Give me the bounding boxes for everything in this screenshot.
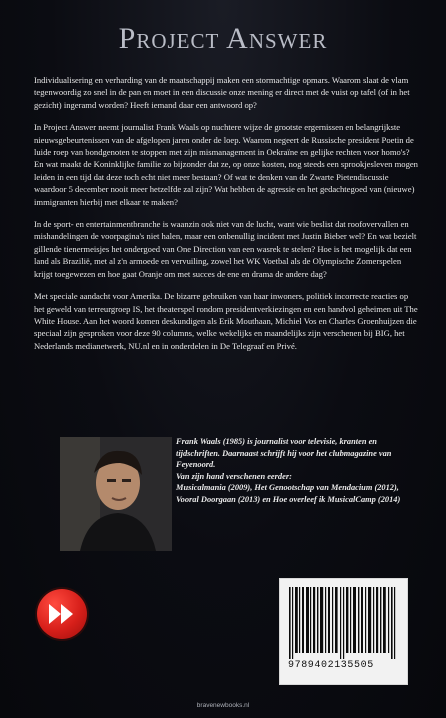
- author-portrait-icon: [60, 437, 172, 551]
- barcode: [279, 578, 408, 685]
- author-photo: [60, 437, 172, 551]
- author-bio-line: Musicalmania (2009), Het Genootschap van Mendacium (2012), Vooral Doorgaan (2013) en Hoe overleef ik MusicalCamp (2014): [176, 483, 401, 504]
- barcode-icon: [288, 587, 398, 659]
- fast-forward-icon: [37, 589, 87, 639]
- blurb-paragraph: Individualisering en verharding van de maatschappij maken een stormachtige opmars. Waarom slaat de vlam tegenwoordig zo snel in de pan en moet in een discussie onze mening er direct met de vuist op tafel (of in het gezicht) ingeramd worden? Heeft iemand daar een antwoord op?: [34, 75, 410, 110]
- author-bio: [176, 436, 401, 506]
- author-bio-line: Frank Waals (1985) is journalist voor televisie, kranten en tijdschriften. Daarnaast schrijft hij voor het clubmagazine van Feyenoord.: [176, 437, 392, 470]
- book-title: Project Answer: [118, 22, 328, 55]
- publisher-url: bravenewbooks.nl: [196, 702, 250, 709]
- publisher-logo: [37, 589, 87, 639]
- blurb-text: [34, 74, 419, 362]
- isbn-number: 9789402135505: [288, 660, 374, 671]
- author-bio-line: Van zijn hand verschenen eerder:: [176, 471, 292, 481]
- blurb-paragraph: In Project Answer neemt journalist Frank Waals op nuchtere wijze de grootste ergernissen en belangrijkste nieuwsgebeurtenissen van de afgelopen jaren onder de loep. Waarom negeert de Russische president Poetin de luide roep van bondgenoten te stoppen met zijn mismanagement in Oekraïne en gelijke rechten voor homo's? En wat maakt de Koninklijke familie zo bijzonder dat ze, op onze kosten, nog steeds een sprookjesleven mogen leiden in een tijd dat deze toch echt niet meer bestaan? Of wat te denken van de Zwarte Pietendiscussie waardoor 5 december nooit meer hetzelfde zal zijn? Wat hebben de agressie en het gedachtegoed van (nieuwe) immigranten hierbij met elkaar te maken?: [34, 122, 418, 207]
- blurb-paragraph: Met speciale aandacht voor Amerika. De bizarre gebruiken van haar inwoners, politiek incorrecte reacties op het geweld van terreurgroep IS, het theaterspel rondom presidentverkiezingen en een handvol geheimen uit The White House. Aan het woord komen deskundigen als Erik Mouthaan, Michiel Vos en Charles Groenhuijzen die speciaal zijn gesproken voor deze 90 columns, welke wekelijks en maandelijks zijn verschenen bij BIG, het Nederlands medianetwerk, NU.nl en in onderdelen in De Telegraaf en Privé.: [34, 291, 418, 351]
- blurb-paragraph: In de sport- en entertainmentbranche is waanzin ook niet van de lucht, want wie beslist dat roofovervallen en mishandelingen de voorpagina's niet halen, maar een onbenullig incident met Justin Bieber wel? En wat bezielt gillende tienermeisjes het ondergoed van One Direction van een wasrek te stelen? Hoe is het mogelijk dat een land als Brazilië, met al z'n armoede en vervuiling, zowel het WK Voetbal als de Olympische Zomerspelen krijgt toegewezen en hoe gaat Oranje om met succes de ene en drama de andere dag?: [34, 219, 417, 279]
